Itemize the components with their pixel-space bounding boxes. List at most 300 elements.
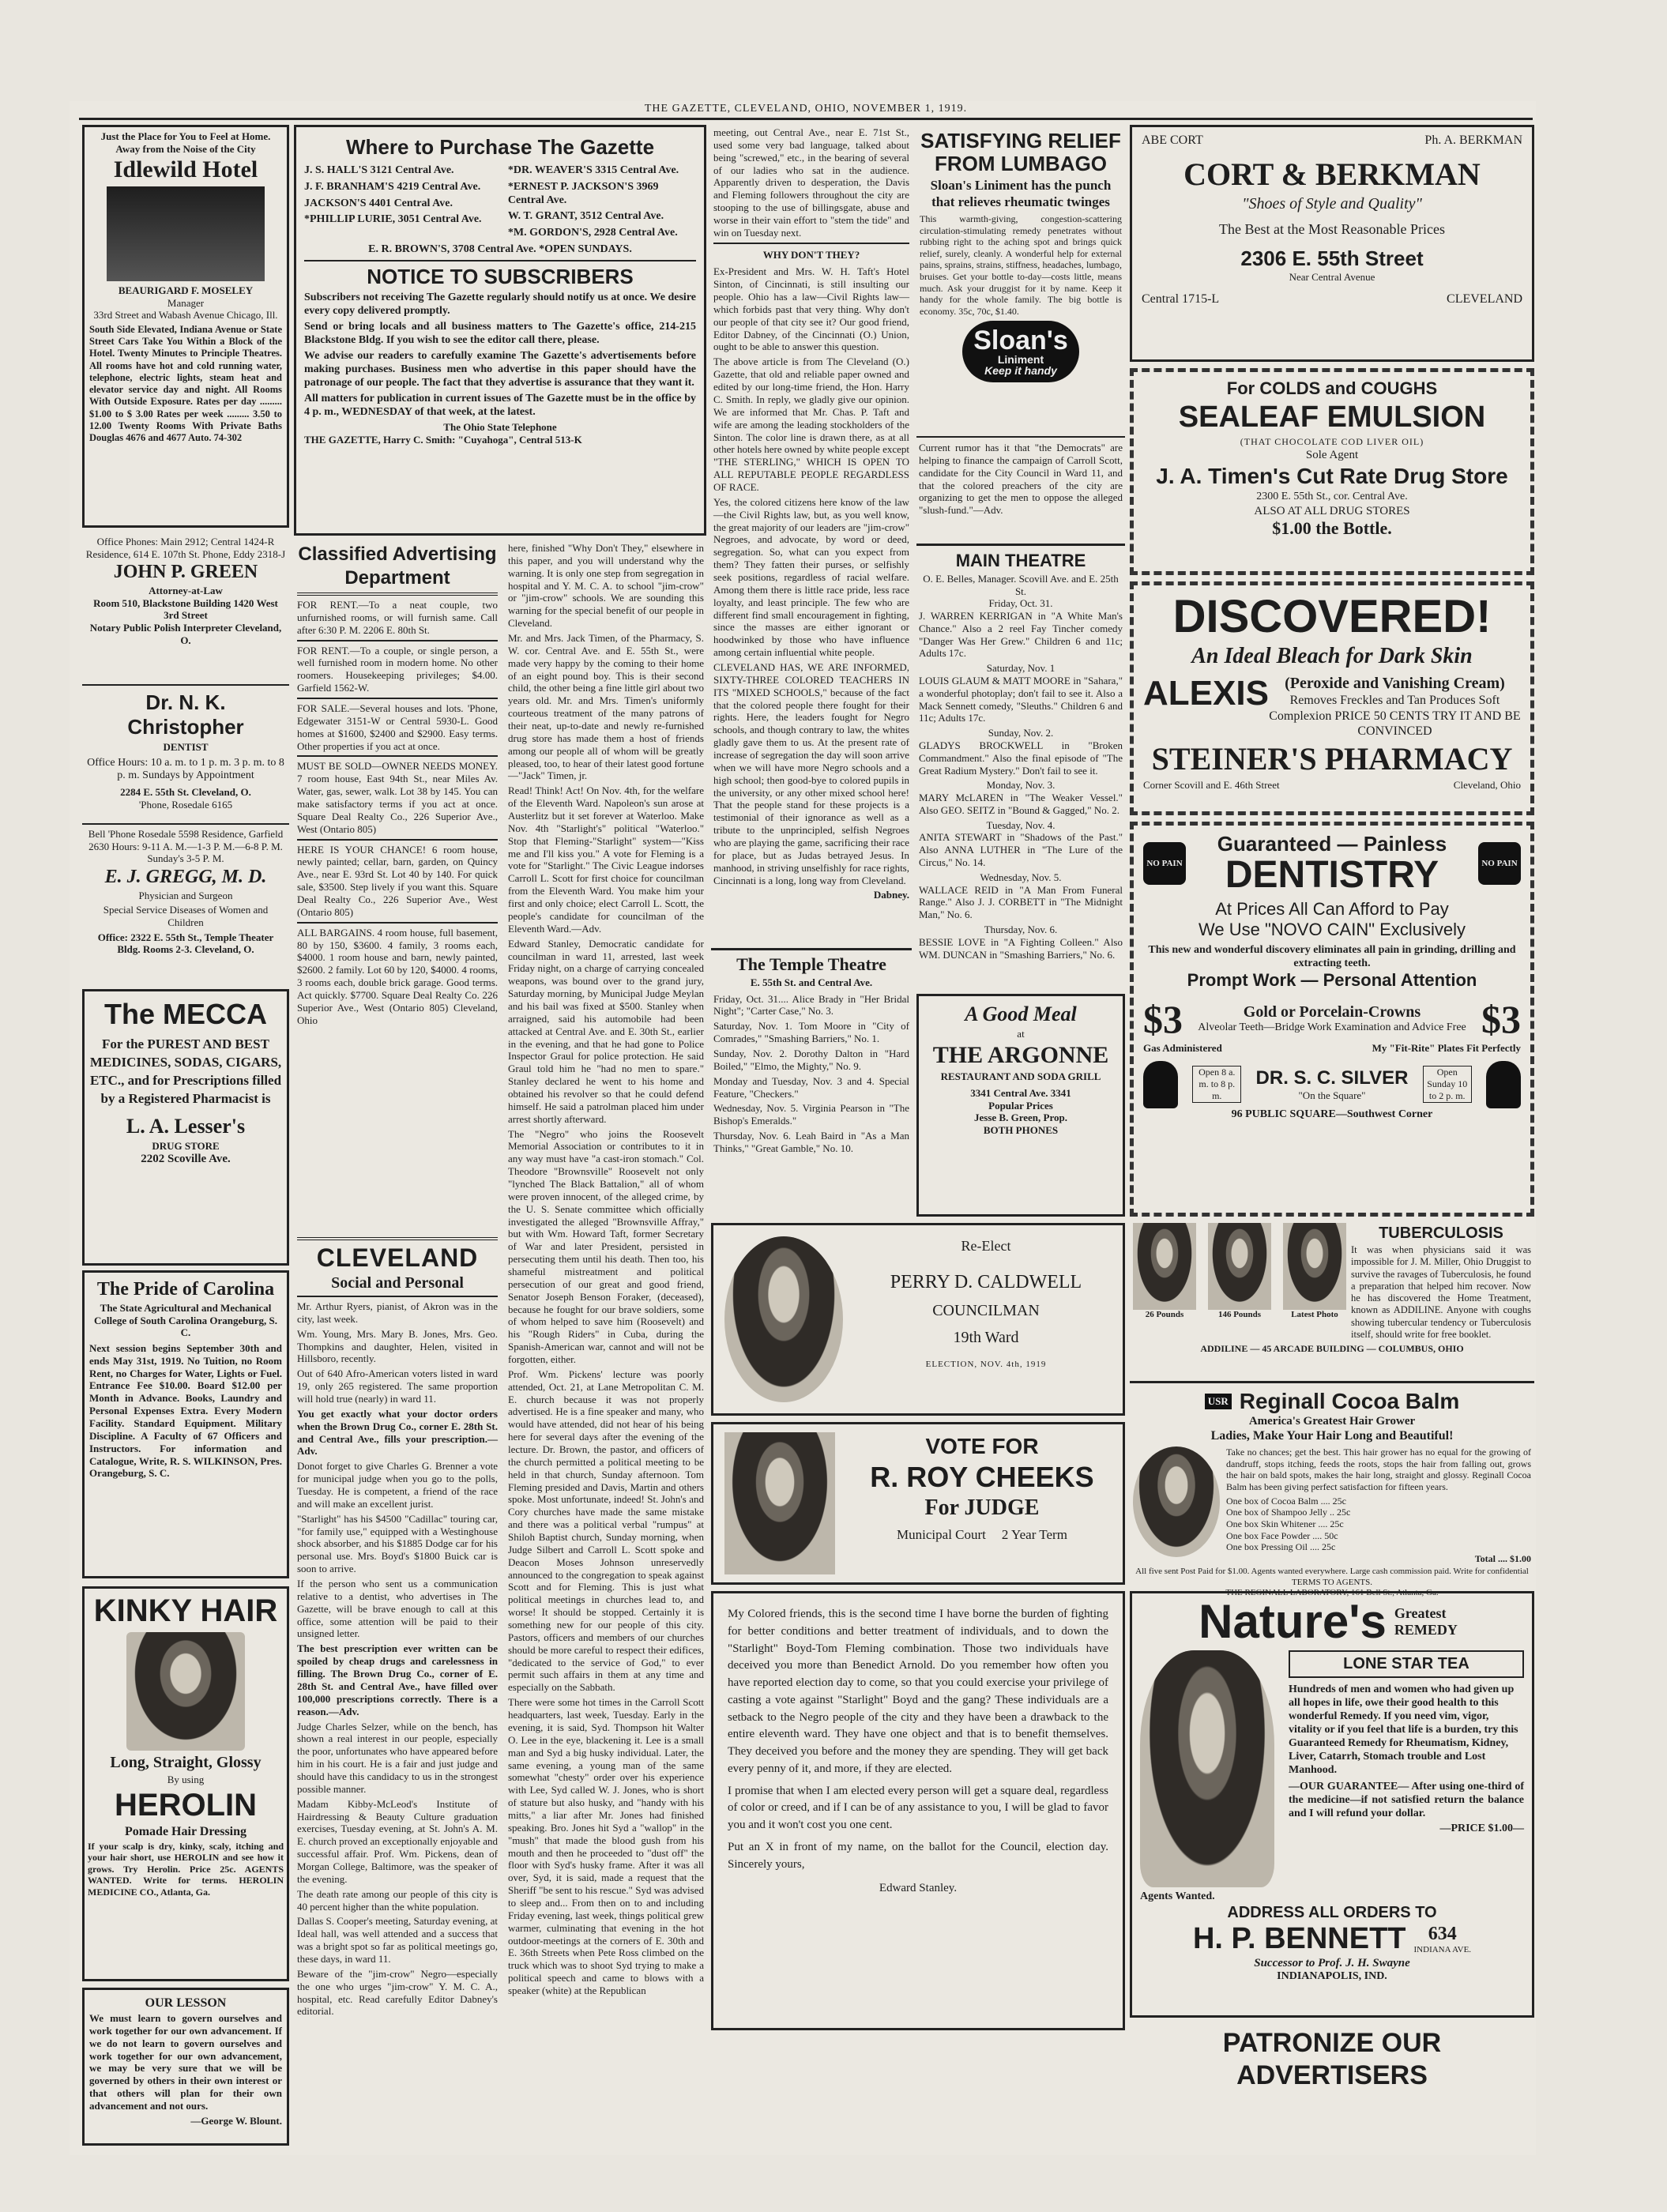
notice-para: All matters for publication in current issues of The Gazette must be in the office by 4 p. m., WEDNESDAY of that week, at the latest. (304, 393, 696, 419)
alexis-brand: ALEXIS (1143, 674, 1269, 713)
gregg-name: E. J. GREGG, M. D. (104, 866, 267, 887)
green-name: JOHN P. GREEN (113, 562, 258, 583)
reginall-body-row (1133, 1446, 1531, 1567)
mecca-body: For the PUREST AND BEST MEDICINES, SODAS, CIGARS, ETC., and for Prescriptions filled by a Registered Pharmacist is (89, 1036, 282, 1106)
green-address: Room 510, Blackstone Building 1420 West 3rd Street (93, 596, 278, 622)
listing: ANITA STEWART in "Shadows of the Past." Also ANNA LUTHER in "The Lure of the Circus," No. 14. (919, 831, 1123, 869)
editorial-signature: Dabney. (873, 889, 909, 901)
cheeks-text (848, 1432, 1116, 1543)
social-item: "Starlight" has his $4500 "Cadillac" touring car, "for family use," equipped with a Westinghouse shock absorber, and his $1885 Dodge car for his personal use. Mrs. Boyd's $1800 Buick car is soon to arrive. (297, 1512, 498, 1575)
sealeaf-name: SEALEAF EMULSION (1178, 401, 1486, 434)
news-item: Prof. Wm. Pickens' lecture was poorly attended, Oct. 21, at Lane Metropolitan C. M. E. church because it was not properly advertised. He is a fine speaker and many, who would have attended, did not hear of his being here for several days after the evening of the lecture. Dr. Brown, the pastor, and officers of the church permitted a political meeting to be held in that church, Sunday afternoon. Tom Fleming presided and Davis, Martin and others spoke. Most unfortunate, indeed! St. John's and Cory churches have made the same mistake and there was a political verbal "rumpus" at Shiloh Baptist church, Sunday morning, when Judge Silbert and Carroll L. Scott spoke and Deacon Moses Johnson unreservedly announced to the congregation to speak against Scott and for Fleming. This is just what political meetings in churches lead to, and worse! It should be stopped. Certainly it is something new for our people of this city. Pastors, officers and members of our churches should be more careful to respect their edifices, "dedicated to the service of God," to ever permit such affairs in them at any time and especially on the Sabbath. (508, 1367, 704, 1694)
hotel-name: Idlewild Hotel (113, 156, 258, 183)
cort-line: The Best at the Most Reasonable Prices (1219, 221, 1445, 237)
steiners-city: Cleveland, Ohio (1453, 779, 1521, 792)
reginall-body: Take no chances; get the best. This hair grower has no equal for the growing of dandruff, stops itching, feeds the roots, stops the hair from falling out, grows the hair on bald spots, makes the hair long, straight and glossy. Reginall Cocoa Balm has been giving perfect satisfaction for fifteen years. (1226, 1446, 1531, 1493)
crowns-title: Gold or Porcelain-Crowns (1243, 1003, 1421, 1021)
tuberculosis-ad (1130, 1220, 1534, 1378)
crowns-sub: Alveolar Teeth—Bridge Work Examination and Advice Free (1198, 1021, 1466, 1034)
classified-ad: MUST BE SOLD—OWNER NEEDS MONEY. 7 room house, East 94th St., near Miles Av. Water, gas, sewer, walk. Lot 38 by 145. You can make satisfactory terms if you act at once. Square Deal Realty Co., 226 Superior Ave., West (Ontario 805) (297, 760, 498, 835)
dentistry-line1: At Prices All Can Afford to Pay (1215, 899, 1449, 919)
stanley-letter (711, 1591, 1125, 2030)
man-portrait-image (1208, 1223, 1271, 1310)
news-item: here, finished "Why Don't They," elsewhere in this paper, and you will understand why the warning. It is only one step from segregation in hospital and Y. M. C. A. to school "jim-crow" or "jim-crow" schools. We are sounding this warning for the special benefit of our people in Cleveland. (508, 542, 704, 630)
bennett-name: H. P. BENNETT (1192, 1922, 1406, 1955)
social-item: Out of 640 Afro-American voters listed in ward 19, only 265 registered. The same proportion will hold true (nearly) in ward 11. (297, 1367, 498, 1405)
temple-listing: Sunday, Nov. 2. Dorothy Dalton in "Hard Boiled," "Elmo, the Mighty," No. 9. (713, 1048, 909, 1072)
kinky-title: KINKY HAIR (93, 1593, 278, 1628)
hours-left: Open 8 a. m. to 8 p. m. (1192, 1066, 1241, 1103)
listing-date: Monday, Nov. 3. (986, 779, 1056, 792)
news-item: Read! Think! Act! On Nov. 4th, for the welfare of the Eleventh Ward. Napoleon's sun arose at Austerlitz but it set forever at Waterloo. Make Nov. 4th "Starlight's" political "Waterloo." Stop that Fleming-"Starlight" system—"Kiss me and I'll kiss you." A vote for Fleming is a vote for "Starlight." The Civic League indorses Carroll L. Scott for first choice for councilman from the Eleventh Ward. You make him your first and only choice; elect Carroll L. Scott, the people's candidate for councilman of the Eleventh Ward.—Adv. (508, 784, 704, 935)
no-pain-badge-left: NO PAIN (1143, 842, 1186, 885)
cheeks-name: R. ROY CHEEKS (870, 1461, 1094, 1493)
divider (297, 1296, 498, 1297)
discovered-sub: An Ideal Bleach for Dark Skin (1191, 643, 1473, 668)
social-item: The best prescription ever written can be spoiled by cheap drugs and carelessness in filling. The Brown Drug Co., corner of E. 28th St. and Central Ave., have filled over 100,000 prescriptions correctly. There is a reason.—Adv. (297, 1642, 498, 1717)
news-column-2b (506, 540, 706, 2149)
social-item: Donot forget to give Charles G. Brenner a vote for municipal judge when you go to the polls, Tuesday. He is competent, a friend of the race and will make an excellent jurist. (297, 1460, 498, 1510)
letter-para: Put an X in front of my name, on the ballot for the Council, election day. Sincerely yours, (728, 1840, 1108, 1871)
listing: J. WARREN KERRIGAN in "A White Man's Chance." Also a 2 reel Fay Tincher comedy "Danger Was Her Grew." Children 6 and 11c; Adults 17c. (919, 609, 1123, 660)
cheeks-office: For JUDGE (924, 1495, 1040, 1520)
classified-ad: FOR RENT.—To a couple, or single person, a well furnished room in modern home. No other roomers. Housekeeping privileges; $4.00. Garfield 1562-W. (297, 644, 498, 694)
reginall-item: One box Pressing Oil .... 25c (1226, 1541, 1336, 1553)
price-right: $3 (1481, 996, 1521, 1041)
natures-header (1140, 1595, 1524, 1648)
sloan-body: This warmth-giving, congestion-scattering circulation-stimulating remedy penetrates without rubbing right to the aching spot and brings quick relief, surely, cleanly. A wonderful help for external pains, sprains, strains, stiffness, headaches, lumbago, bruises. Get your bottle to-day—costs little, means much. Ask your druggist for it by name. Keep it handy for the whole family. The big bottle is economy. 35c, 70c, $1.40. (920, 213, 1122, 317)
natures-small: Greatest REMEDY (1394, 1605, 1458, 1638)
cort-phone: Central 1715-L (1142, 292, 1220, 307)
natures-body: Hundreds of men and women who had given up all hopes in life, owe their good health to this wonderful Remedy. If you need vim, vigor, vitality or if you feel that life is a burden, try this Guaranteed Remedy for Rheumatism, Kidney, Liver, Catarrh, Stomach trouble and Lost Manhood. (1289, 1683, 1518, 1777)
sealeaf-emulsion-ad (1130, 368, 1534, 575)
sloans-ad (916, 125, 1125, 433)
temple-listing: Saturday, Nov. 1. Tom Moore in "City of Comrades," "Smashing Barriers," No. 1. (713, 1020, 909, 1045)
social-item: Beware of the "jim-crow" Negro—especially the one who urges "jim-crow" Y. M. C. A., hospital, etc. Read carefully Editor Dabney's editorial. (297, 1967, 498, 2018)
divider (297, 640, 498, 641)
sealeaf-price: $1.00 the Bottle. (1272, 517, 1392, 538)
listing-date: Saturday, Nov. 1 (986, 662, 1056, 675)
cort-owner-right: Ph. A. BERKMAN (1424, 134, 1522, 147)
divider (297, 1237, 498, 1240)
sloan-logo-tagline: Keep it handy (984, 363, 1057, 377)
gas-text: Gas Administered (1143, 1041, 1222, 1054)
dentistry-prompt: Prompt Work — Personal Attention (1187, 970, 1477, 991)
classified-ad: FOR SALE.—Several houses and lots. 'Phone, Edgewater 3151-W or Central 5930-L. Good homes at $1600, $2400 and $2900. Easy terms. Other properties if you act at once. (297, 702, 498, 752)
editorial-heading: WHY DON'T THEY? (762, 248, 860, 261)
patronize-text: PATRONIZE OUR ADVERTISERS (1222, 2028, 1442, 2090)
christopher-card (82, 687, 289, 822)
natures-title: Nature's (1199, 1595, 1387, 1648)
christopher-name: Dr. N. K. Christopher (127, 690, 244, 739)
mecca-name: L. A. Lesser's (126, 1114, 246, 1138)
our-lesson-box (82, 1988, 289, 2146)
natures-order: ADDRESS ALL ORDERS TO (1227, 1904, 1437, 1921)
bennett-address (1414, 1924, 1472, 1954)
listing-date: Wednesday, Nov. 5. (980, 871, 1062, 883)
letter-para: I promise that when I am elected every person will get a square deal, regardless of color or creed, and if I can be of any assistance to you, I will be glad to favor you and it won't cost you one cent. (728, 1784, 1108, 1831)
reginall-item: One box of Shampoo Jelly .. 25c (1226, 1507, 1351, 1518)
kinky-hair-ad (82, 1586, 289, 1981)
argonne-address: 3341 Central Ave. 3341 (970, 1087, 1071, 1100)
green-residence: Residence, 614 E. 107th St. Phone, Eddy 2318-J (85, 547, 286, 560)
reginall-header (1133, 1389, 1531, 1414)
dentistry-header (1143, 832, 1521, 894)
lesson-body: We must learn to govern ourselves and work together for our own advancement. If we do not learn to govern ourselves and work together for our own advancement, we may be very sure that we will be governed by others in their own interest or that others will plan for their own advancement and not ours. (89, 2012, 282, 2112)
green-phones: Office Phones: Main 2912; Central 1424-R (96, 536, 275, 547)
gregg-phones: Bell 'Phone Rosedale 5598 Residence, Garfield 2630 Hours: 9-11 A. M.—1-3 P. M.—6-8 P. M. Sunday's 3-5 P. M. (88, 828, 284, 865)
christopher-phone: 'Phone, Rosedale 6165 (138, 798, 233, 811)
cheeks-portrait-image (724, 1432, 835, 1574)
carolina-body: Next session begins September 30th and ends May 31st, 1919. No Tuition, no Room Rent, no Charges for Water, Lights or Fuel. Entrance Fee $10.00. Board $12.00 per Month in Advance. Books, Laundry and Personal Expenses Extra. Every Modern Facility. Standard Equipment. Military Discipline. A Faculty of 67 Officers and Instructors. For information and Catalogue, Write, R. S. WILKINSON, Pres. Orangeburg, S. C. (89, 1341, 282, 1480)
natures-right (1282, 1650, 1524, 1903)
divider (297, 698, 498, 699)
green-notary: Notary Public Polish Interpreter Cleveland, O. (89, 621, 282, 646)
doctor-name: DR. S. C. SILVER (1255, 1066, 1409, 1089)
alexis-body: Removes Freckles and Tan Produces Soft Complexion PRICE 50 CENTS TRY IT AND BE CONVINCED (1269, 694, 1521, 738)
temple-listing: Wednesday, Nov. 5. Virginia Pearson in "The Bishop's Emeralds." (713, 1102, 909, 1127)
bennett-avenue: INDIANA AVE. (1413, 1945, 1472, 1954)
cort-city: CLEVELAND (1447, 292, 1522, 307)
tb-row (1133, 1223, 1531, 1343)
patronize-banner (1130, 2022, 1534, 2101)
green-title: Attorney-at-Law (149, 585, 223, 597)
vendor: *PHILLIP LURIE, 3051 Central Ave. (304, 213, 482, 226)
classified-sub: Department (344, 567, 450, 589)
vendor: *ERNEST P. JACKSON'S 3969 Central Ave. (507, 180, 659, 206)
notice-phone: The Ohio State Telephone (443, 421, 557, 434)
argonne-at: at (1017, 1028, 1025, 1040)
cheeks-pre: VOTE FOR (925, 1434, 1039, 1458)
cheeks-court-row (848, 1527, 1116, 1543)
lesson-signature: —George W. Blount. (190, 2114, 282, 2127)
steiners-address: Corner Scovill and E. 46th Street (1143, 779, 1280, 792)
editorial-para: The above article is from The Cleveland (O.) Gazette, that old and reliable paper owned and edited by our long-time friend, the Hon. Harry C. Smith. In reply, we gladly give our opinion. We are informed that Mr. Chas. P. Taft and wife are among the leading stockholders of the Sinton. The color line is drawn there, as at all other hotels here owned by white people except "THE STERLING," WHICH IS OPEN TO ALL REPUTABLE PEOPLE REGARDLESS OF RACE. (713, 356, 909, 493)
listing-date: Thursday, Nov. 6. (984, 924, 1058, 936)
herolin-body: If your scalp is dry, kinky, scaly, itching and your hair short, use HEROLIN and see how it grows. Try Herolin. Price 25c. AGENTS WANTED. Write for terms. HEROLIN MEDICINE CO., Atlanta, Ga. (88, 1840, 284, 1898)
tb-photo (1133, 1223, 1196, 1343)
price-left: $3 (1143, 996, 1183, 1041)
caldwell-name: PERRY D. CALDWELL (890, 1271, 1082, 1292)
reginall-footer: All five sent Post Paid for $1.00. Agents wanted everywhere. Large cash commission paid. Write for confidential TERMS TO AGENTS. (1135, 1567, 1529, 1587)
idlewild-hotel-ad (82, 125, 289, 528)
mecca-address: 2202 Scoville Ave. (141, 1153, 231, 1166)
temple-address: E. 55th St. and Central Ave. (750, 976, 873, 988)
sloan-logo-badge (962, 321, 1079, 382)
dentistry-title: Guaranteed — Painless (1217, 832, 1447, 856)
divider (916, 544, 1125, 546)
kinky-sub: Long, Straight, Glossy (110, 1754, 262, 1771)
sealeaf-agent: Sole Agent (1305, 448, 1359, 461)
sealeaf-address: 2300 E. 55th St., cor. Central Ave. (1256, 490, 1408, 502)
cort-owners (1142, 134, 1522, 148)
tooth-icon (1486, 1061, 1521, 1108)
usr-logo: USR (1205, 1394, 1232, 1409)
vendor: JACKSON'S 4401 Central Ave. (304, 197, 453, 209)
social-sub: Social and Personal (331, 1274, 464, 1292)
dentistry-headline (1217, 832, 1447, 894)
herolin-brand: HEROLIN (115, 1787, 257, 1823)
tb-footer: ADDILINE — 45 ARCADE BUILDING — COLUMBUS, OHIO (1200, 1343, 1464, 1354)
listing-date: Tuesday, Nov. 4. (986, 818, 1056, 831)
dentistry-address: 96 PUBLIC SQUARE—Southwest Corner (1231, 1108, 1433, 1120)
kinky-by: By using (167, 1774, 205, 1785)
where-title: Where to Purchase The Gazette (345, 135, 655, 159)
classified-ad: ALL BARGAINS. 4 room house, full basement, 80 by 150, $3600. 4 family, 3 rooms each, $4000. 1 room house and barn, newly painted, $2600. 2 family. Lot 60 by 120, $4000. 4 rooms, 3 rooms each, double brick garage. Good terms. Act quickly. $7700. Square Deal Realty Co. 226 Superior Ave., West (Ontario 805) Cleveland, Ohio (297, 926, 498, 1026)
sloan-logo-name: Sloan's (973, 325, 1068, 356)
notice-para: Send or bring locals and all business matters to The Gazette's office, 214-215 Blackstone Bldg. If you wish to see the editor call there, please. (304, 320, 696, 347)
vendor: *M. GORDON'S, 2928 Central Ave. (507, 227, 678, 239)
divider (916, 436, 1125, 438)
sloan-sub: Sloan's Liniment has the punch that relieves rheumatic twinges (930, 178, 1112, 209)
listing: MARY McLAREN in "The Weaker Vessel." Also GEO. SEITZ in "Bound & Gagged," No. 2. (919, 792, 1123, 816)
fit-text: My "Fit-Rite" Plates Fit Perfectly (1372, 1041, 1521, 1054)
gas-row (1143, 1042, 1521, 1055)
masthead-text: THE GAZETTE, CLEVELAND, OHIO, NOVEMBER 1, 1919. (644, 103, 968, 115)
reginall-lab: THE REGINALL LABORATORY, 161 Bell St., Atlanta, Ga. (1225, 1587, 1439, 1597)
hotel-tagline-2: Away from the Noise of the City (115, 142, 256, 155)
social-item: Mr. Arthur Ryers, pianist, of Akron was in the city, last week. (297, 1300, 498, 1325)
dentistry-ad (1130, 822, 1534, 1217)
caldwell-ad (711, 1223, 1125, 1416)
editorial-para: Yes, the colored citizens here know of the law—the Civil Rights law, but, as you well know, the great majority of our leaders are "jim-crow" Negroes, and advocate, by word or deed, segregation. So, what can you expect from them? They fatten their purses, or selfishly seek positions, regardless of racial welfare. Among them there is little race pride, less race loyalty, and least principle. The few who are different find small encouragement in fighting, since the masses are either ignorant or hoodwinked by those who have influence among certain influential white people. (713, 495, 909, 659)
man-portrait-image (1283, 1223, 1346, 1310)
argonne-name: THE ARGONNE (932, 1041, 1109, 1068)
temple-listing: Monday and Tuesday, Nov. 3 and 4. Special Feature, "Checkers." (713, 1074, 909, 1100)
christopher-address: 2284 E. 55th St. Cleveland, O. (120, 786, 251, 799)
lone-star-tea: LONE STAR TEA (1289, 1650, 1524, 1678)
hotel-body: South Side Elevated, Indiana Avenue or State Street Cars Take You Within a Block of the Hotel. Twenty Minutes to Principle Theatres. All rooms have hot and cold running water, telephone, electric lights, steam heat and elevator service day and night. All Rooms With Outside Exposure. Rates per day ......... $1.00 to $ 3.00 Rates per week ......... 3.50 to 12.00 Twenty Rooms With Private Baths Douglas 4676 and 4677 Auto. 74-302 (89, 323, 282, 444)
social-item: Wm. Young, Mrs. Mary B. Jones, Mrs. Geo. Thompkins and daughter, Helen, visited in Hillsboro, recently. (297, 1327, 498, 1365)
listing-date: Friday, Oct. 31. (988, 597, 1053, 610)
caldwell-ward: 19th Ward (953, 1329, 1019, 1347)
carolina-sub: The State Agricultural and Mechanical College of South Carolina Orangeburg, S. C. (94, 1302, 277, 1339)
steiners-pharmacy: STEINER'S PHARMACY (1151, 741, 1513, 777)
doctor-tagline: "On the Square" (1298, 1089, 1366, 1101)
sloan-title: SATISFYING RELIEF FROM LUMBAGO (920, 129, 1121, 175)
cheeks-ad (711, 1422, 1125, 1585)
mecca-store: DRUG STORE (152, 1139, 220, 1152)
alexis-details (1269, 674, 1521, 739)
listing: LOUIS GLAUM & MATT MOORE in "Sahara," a wonderful photoplay; don't fail to see it. Also a Mack Sennett comedy, "Sleuths." Children 6 and 11c; Adults 17c. (919, 674, 1123, 724)
divider (82, 823, 289, 825)
vendor-lists (304, 164, 696, 243)
sealeaf-also: ALSO AT ALL DRUG STORES (1254, 504, 1410, 517)
tb-photo (1208, 1223, 1271, 1343)
temple-theatre-listings (711, 948, 912, 1217)
sealeaf-top: For COLDS and COUGHS (1226, 378, 1438, 398)
natures-left (1140, 1650, 1282, 1903)
divider (297, 592, 498, 596)
cort-address: 2306 E. 55th Street (1240, 246, 1424, 270)
notice-para: We advise our readers to carefully examine The Gazette's advertisements before making purchases. Business men who advertise in this paper should have the patronage of our people. The fact that they advertise is assurance that they want it. (304, 350, 696, 389)
listing-date: Sunday, Nov. 2. (988, 727, 1054, 739)
cort-bottom (1142, 292, 1522, 307)
natures-agents: Agents Wanted. (1140, 1890, 1215, 1902)
alexis-row (1143, 674, 1521, 739)
argonne-prices: Popular Prices (988, 1099, 1053, 1112)
vendor: J. F. BRANHAM'S 4219 Central Ave. (304, 180, 481, 193)
social-item: You get exactly what your doctor orders when the Brown Drug Co., corner E. 28th St. and Central Ave., fills your prescription.—Adv. (297, 1407, 498, 1458)
rumor-text: Current rumor has it that "the Democrats" are helping to finance the campaign of Carroll Scott, candidate for the City Council in Ward 11, and that the colored preachers of the city are organizing to get the men to oppose the alleged "slush-fund."—Adv. (919, 442, 1123, 517)
tb-weight: 26 Pounds (1145, 1310, 1184, 1319)
editorial-column (711, 125, 912, 940)
natures-price: —PRICE $1.00— (1439, 1822, 1524, 1834)
notice-footer: THE GAZETTE, Harry C. Smith: "Cuyahoga", Central 513-K (304, 434, 582, 446)
crowns-row (1143, 996, 1521, 1042)
silver-text (1256, 1067, 1409, 1102)
sloan-logo-liniment: Liniment (997, 352, 1044, 366)
alexis-paren: (Peroxide and Vanishing Cream) (1285, 675, 1505, 693)
no-pain-badge-right: NO PAIN (1478, 842, 1521, 885)
caldwell-office: COUNCILMAN (932, 1302, 1040, 1320)
cort-slogan: "Shoes of Style and Quality" (1242, 195, 1422, 213)
bennett-successor: Successor to Prof. J. H. Swayne (1254, 1957, 1410, 1969)
christopher-hours: Office Hours: 10 a. m. to 1 p. m. 3 p. m. to 8 p. m. Sundays by Appointment (87, 756, 284, 782)
main-theatre-listings (916, 547, 1125, 989)
dentistry-big: DENTISTRY (1225, 854, 1439, 896)
gregg-card (82, 826, 289, 984)
hotel-building-image (107, 186, 265, 281)
caldwell-text (856, 1238, 1116, 1371)
tb-weight: Latest Photo (1291, 1310, 1338, 1319)
dentistry-line2: We Use "NOVO CAIN" Exclusively (1199, 920, 1466, 940)
hotel-manager-title: Manager (167, 296, 205, 309)
woman-portrait-image (126, 1632, 245, 1751)
lesson-title: OUR LESSON (145, 1996, 227, 2010)
divider (297, 755, 498, 757)
steiners-address-row (1143, 779, 1521, 792)
social-item: The death rate among our people of this city is 40 percent higher than the white population. (297, 1887, 498, 1913)
main-theatre-title: MAIN THEATRE (955, 551, 1086, 570)
reginall-sub2: Ladies, Make Your Hair Long and Beautiful! (1210, 1429, 1454, 1443)
reginall-text (1226, 1446, 1531, 1567)
hours-right: Open Sunday 10 to 2 p. m. (1423, 1066, 1472, 1103)
temple-listing: Friday, Oct. 31.... Alice Brady in "Her Bridal Night"; "Carter Case," No. 3. (713, 992, 909, 1018)
cort-near: Near Central Avenue (1289, 270, 1375, 283)
bennett-number: 634 (1428, 1924, 1457, 1944)
mecca-title: The MECCA (104, 998, 267, 1030)
news-item: Mr. and Mrs. Jack Timen, of the Pharmacy, S. W. cor. Central Ave. and E. 55th St., were made very happy by the coming to their home of an eight pound boy. This is their second child, the other being a fine little girl about two years old. Mr. and Mrs. Timen's uniformly courteous treatment of the many patrons of their neat, up-to-date and newly re-furnished drug store has made them a host of friends among our people all of whom will be greatly pleased, too, to hear of their latest good fortune—"Jack" Timen, jr. (508, 632, 704, 782)
classified-column (294, 540, 501, 1228)
tb-body: It was when physicians said it was impossible for J. M. Miller, Ohio Druggist to survive the ravages of Tuberculosis, he found a preparation that helped him recover. Now he has discovered the Home Treatment, known as ADDILINE. Anyone with coughs showing tubercular tendency or Tuberculosis itself, should write for free booklet. (1351, 1244, 1531, 1340)
vendor-list-right (508, 164, 696, 243)
news-item: The "Negro" who joins the Roosevelt Memorial Association or contributes to it in any way must have "a cast-iron stomach." Col. Theodore "Brownsville" Roosevelt not only "lynched The Black Battalion," all of whom were proven innocent, of the alleged crime, by the U. S. Senate committee which officially investigated the alleged "Brownsville Affray," but with Wm. Howard Taft, former Secretary of War and later President, persisted in persecuting them until his death. Then too, his shameful mistreatment and political persecution of our great and good friend, Senator Joseph Benson Foraker, (deceased), because he fought for our brave soldiers, some of whom helped to save him (Roosevelt) and his "Rough Riders" in Cuba, during the Spanish-American war, cannot and will not be forgotten, either. (508, 1127, 704, 1365)
social-personal-column (294, 1232, 501, 2149)
crowns-text (1198, 1003, 1466, 1034)
campaign-rumor (916, 439, 1125, 542)
social-title: CLEVELAND (316, 1243, 479, 1272)
tb-weight: 146 Pounds (1217, 1310, 1262, 1319)
woman-portrait-image (1133, 1446, 1220, 1557)
listing: BESSIE LOVE in "A Fighting Colleen." Also WM. DUNCAN in "Smashing Barriers," No. 6. (919, 935, 1123, 961)
argonne-prop: Jesse B. Green, Prop. (974, 1112, 1067, 1124)
listing: GLADYS BROCKWELL in "Broken Commandment." Also the final episode of "The Great Radium Mystery." Don't fail to see it. (919, 739, 1123, 777)
argonne-ad (916, 994, 1125, 1217)
social-item: Dallas S. Cooper's meeting, Saturday evening, at Ideal hall, was well attended and a success that was a bright spot so far as political meetings go, these days, in ward 11. (297, 1915, 498, 1965)
dentistry-body: This new and wonderful discovery eliminates all pain in grinding, drilling and extracting teeth. (1148, 943, 1516, 969)
masthead (79, 103, 1533, 120)
reginall-sub: America's Greatest Hair Grower (1248, 1415, 1416, 1428)
tb-photos (1133, 1223, 1346, 1343)
divider (304, 260, 696, 261)
cheeks-term: 2 Year Term (1001, 1527, 1067, 1542)
argonne-sub: RESTAURANT AND SODA GRILL (940, 1070, 1101, 1082)
vendor-list-left (304, 164, 492, 243)
bennett-row (1140, 1922, 1524, 1956)
gregg-special: Special Service Diseases of Women and Children (103, 904, 269, 928)
reginall-title: Reginall Cocoa Balm (1239, 1389, 1460, 1413)
classified-title: Classified Advertising (298, 544, 497, 565)
letter-para: My Colored friends, this is the second time I have borne the burden of fighting for better conditions and better treatment of individuals, and to down the "Starlight" Boyd-Tom Fleming combination. Those two individuals have deceived you more than Benedict Arnold. Do you remember how often you have reported election day to come, so that you could exercise your privilege of casting a vote against "Starlight" Boyd and the gang? These individuals are a setback to the Negro people of the city and they have been a drawback to the entire eleventh ward. They have one object and that is to benefit themselves. They deceived you before and the money they are spending. They will get back every penny of it, and more, if they are elected. (728, 1608, 1108, 1775)
hotel-manager: BEAURIGARD F. MOSELEY (118, 284, 254, 297)
vendor: *DR. WEAVER'S 3315 Central Ave. (507, 164, 679, 176)
divider (713, 243, 909, 244)
vendor-center: E. R. BROWN'S, 3708 Central Ave. *OPEN SUNDAYS. (368, 243, 632, 255)
cheeks-court: Municipal Court (897, 1527, 986, 1542)
bennett-city: INDIANAPOLIS, IND. (1277, 1970, 1387, 1982)
caldwell-pre: Re-Elect (961, 1238, 1011, 1254)
editorial-para: Ex-President and Mrs. W. H. Taft's Hotel Sinton, of Cincinnati, is still insulting our people. Ohio has a law—Civil Rights law—which forbids past that very thing. Why don't our people of that city see it? Our good friend, Editor Dabney, of the Cincinnati (O.) Union, ought to be able to answer this question. (713, 265, 909, 353)
mecca-ad (82, 989, 289, 1266)
caldwell-date: ELECTION, NOV. 4th, 1919 (925, 1360, 1047, 1370)
herolin-product: Pomade Hair Dressing (124, 1824, 247, 1838)
sealeaf-paren: (THAT CHOCOLATE COD LIVER OIL) (1240, 436, 1424, 448)
temple-title: The Temple Theatre (736, 954, 886, 974)
natures-body-row (1140, 1650, 1524, 1903)
hotel-address: 33rd Street and Wabash Avenue Chicago, Ill. (93, 309, 278, 322)
sealeaf-store: J. A. Timen's Cut Rate Drug Store (1156, 463, 1508, 488)
notice-title: NOTICE TO SUBSCRIBERS (367, 264, 634, 288)
reginall-item: One box of Cocoa Balm .... 25c (1226, 1495, 1346, 1507)
news-item: Edward Stanley, Democratic candidate for councilman in ward 11, arrested, last week Friday night, on a charge of carrying concealed weapons, was bound over to the grand jury, Saturday morning, by Municipal Judge Meylan and his bail was fixed at $500. Stanley when arraigned, said his automobile had been attacked at Central Ave. and E. 30th St., earlier in the evening, and that he had gone to Police Inspector Graul for police protection. He said Graul told him he "had no men to spare." Stanley declared he went to his home and obtained his revolver so that he could defend himself. He said a patrolman placed him under arrest shortly afterward. (508, 937, 704, 1125)
john-green-card (82, 534, 289, 684)
christopher-title: DENTIST (163, 741, 209, 753)
classified-ad: FOR RENT.—To a neat couple, two unfurnished rooms, or will furnish same. Call after 6:30 P. M. 2206 E. 80th St. (297, 599, 498, 636)
vendor: J. S. HALL'S 3121 Central Ave. (304, 164, 454, 176)
natures-remedy-ad (1130, 1591, 1534, 2018)
editorial-para: meeting, out Central Ave., near E. 71st St., used some very bad language, talked about being "screwed," etc., in the bearing of several of our ladies who sat in the audience. Apparently driven to desperation, the Davis and Fleming followers throughout the city are stooping to the use of billingsgate, abuse and worse in their vain effort to "stem the tide" and win on Tuesday next. (713, 126, 909, 239)
reginall-cocoa-balm-ad (1130, 1386, 1534, 1597)
silver-row (1143, 1061, 1521, 1108)
news-item: There were some hot times in the Carroll Scott headquarters, last week, Tuesday. Early in the evening, it is said, Syd. Thompson hit Walter O. Lee in the eye, blackening it. Lee is a small man and Syd a big husky individual. Later, the same evening, a young man of the same somewhat "chesty" order over his experience with Lee, Syd called W. J. Jones, who is short of stature but also husky, and "handy with his mitts," a liar after Mr. Jones had finished speaking. Bro. Jones hit Syd a "wallop" in the "mush" that made the blood gush from his mouth and then he proceeded to "dust off" the floor with Syd's husky frame. After it was all over, Syd, it is said, made a request that the Sheriff "be sent to his rescue." Syd was advised to sleep and... From then on to and including Friday evening, last week, things political grew warmer, culminating that evening in the hot outdoor-meetings at the corners of E. 30th and E. 36th Streets when Pete Ross climbed on the truck which was to shoot Syd trying to make a political speech and came to blows with a speaker (white) at the Republican (508, 1696, 704, 1996)
tb-photo (1283, 1223, 1346, 1343)
carolina-college-ad (82, 1270, 289, 1578)
notice-para: Subscribers not receiving The Gazette regularly should notify us at once. We desire every copy delivered promptly. (304, 291, 696, 317)
classified-ad: HERE IS YOUR CHANCE! 6 room house, newly painted; cellar, barn, garden, on Quincy Ave., near E. 93rd St. Lot 40 by 140. For quick sale, $3500. Step lively if you want this. Square Deal Realty Co., 226 Superior Ave., West (Ontario 805) (297, 843, 498, 918)
divider (1130, 1381, 1534, 1383)
divider (297, 839, 498, 841)
hotel-tagline: Just the Place for You to Feel at Home. (100, 130, 271, 142)
reginall-total: Total .... $1.00 (1474, 1552, 1531, 1564)
tooth-icon (1143, 1061, 1178, 1108)
man-portrait-image (1140, 1650, 1274, 1887)
where-to-purchase-box (294, 125, 706, 536)
cort-owner-left: ABE CORT (1142, 134, 1203, 147)
gregg-title: Physician and Surgeon (138, 889, 233, 901)
reginall-item: One box Face Powder .... 50c (1226, 1529, 1338, 1541)
discovered-title: DISCOVERED! (1172, 591, 1492, 642)
reginall-item: One box Skin Whitener .... 25c (1226, 1518, 1344, 1529)
cort-name: CORT & BERKMAN (1183, 156, 1481, 192)
argonne-title: A Good Meal (965, 1003, 1077, 1025)
listing: WALLACE REID in "A Man From Funeral Range." Also J. J. CORBETT in "The Midnight Man," No. 6. (919, 883, 1123, 921)
divider (297, 922, 498, 924)
caldwell-portrait-image (724, 1236, 843, 1402)
cort-berkman-ad (1130, 125, 1534, 362)
temple-listing: Thursday, Nov. 6. Leah Baird in "As a Man Thinks," "Great Gamble," No. 10. (713, 1130, 909, 1155)
editorial-para: CLEVELAND HAS, WE ARE INFORMED, SIXTY-THREE COLORED TEACHERS IN ITS "MIXED SCHOOLS," because of the fact that the colored people there fought for their rights. Here, the leaders fought for Negro schools, and though contrary to law, the whites gladly gave them to us. At the present rate of increase of segregation the day will soon arrive when we will have more Negro schools and a high school; then good-bye to colored pupils in the university, or any other mixed school here! That the people stand for these projects is a testimonial of their ignorance as well as a tribute to the unprincipled, selfish Negroes who are playing the game, sacrificing their race for place, but as Judas betrayed Jesus. In manhood, in striving unselfishly for race rights, Cincinnati is a long, long way from Cleveland. (713, 660, 909, 886)
